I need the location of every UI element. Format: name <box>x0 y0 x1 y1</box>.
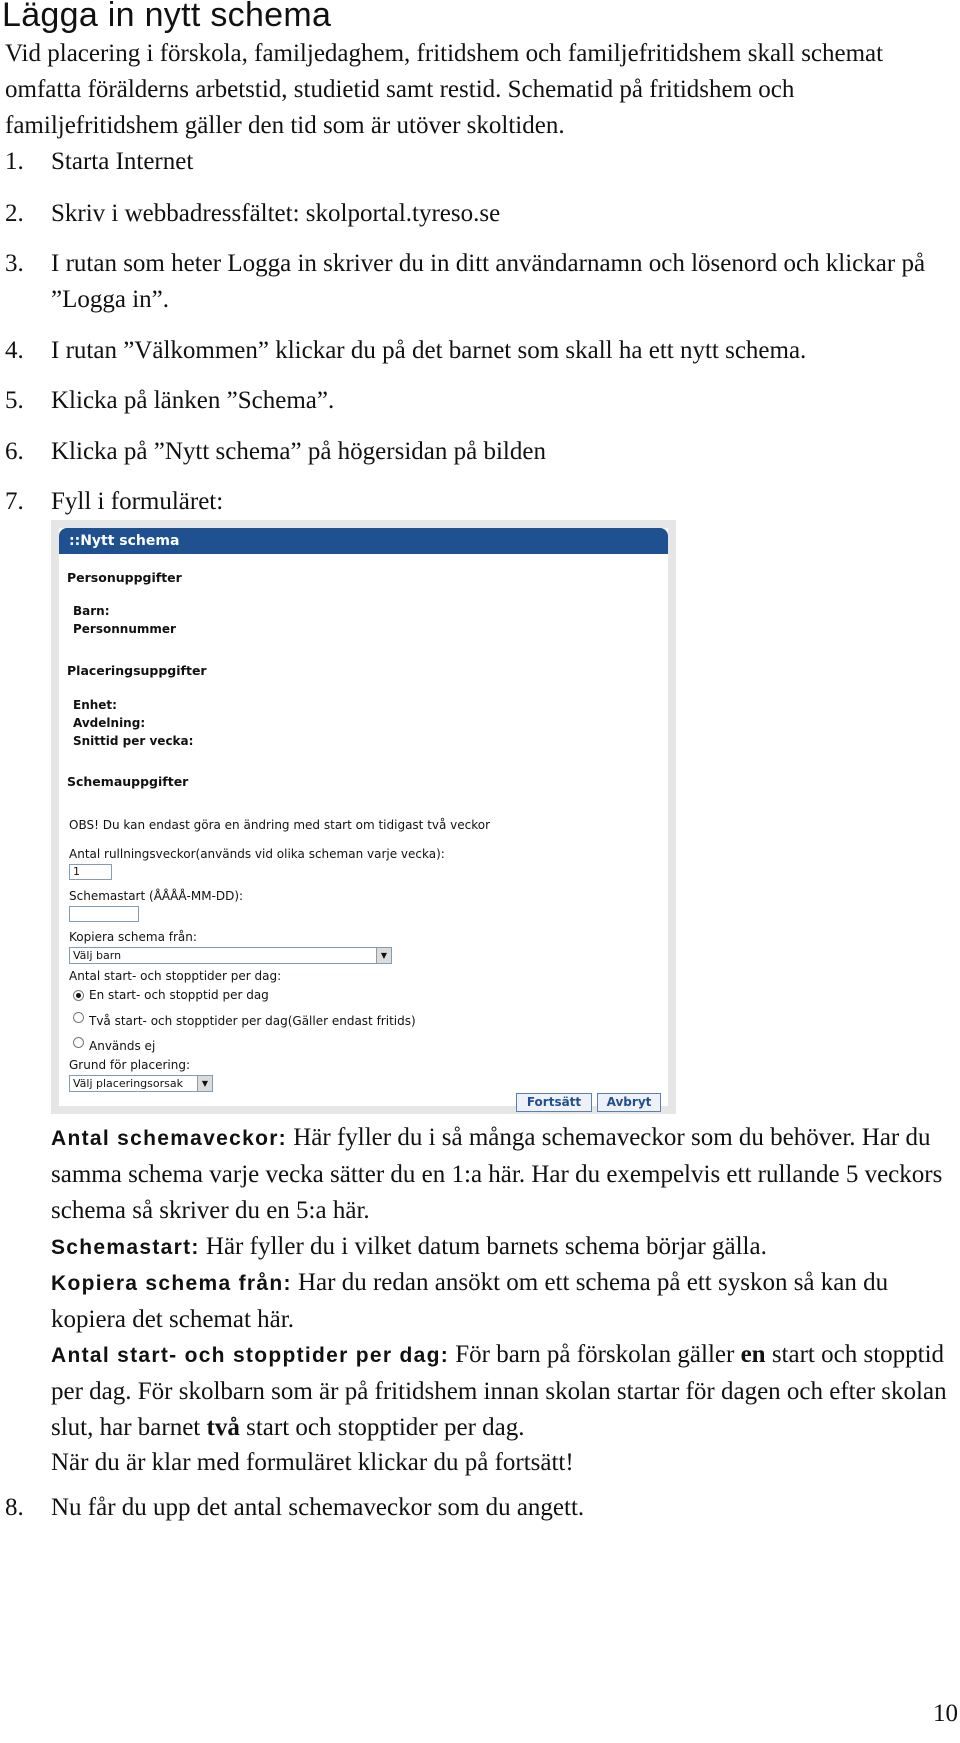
step-number: 2. <box>5 200 24 227</box>
label-antal-tider: Antal start- och stopptider per dag: <box>69 969 282 983</box>
explain-tider-text-2: start och stopptid per dag. För skolbarn som är på fritidshem innan skolan startar för dagen och efter skolan slut, har barnet <box>51 1341 947 1441</box>
step-text: Skriv i webbadressfältet: skolportal.tyreso.se <box>51 200 501 227</box>
step-text: I rutan ”Välkommen” klickar du på det barnet som skall ha ett nytt schema. <box>51 337 807 364</box>
explain-tider-bold-1: en <box>740 1341 766 1368</box>
keyword-tider: Antal start- och stopptider per dag: <box>51 1344 449 1367</box>
step-text: Fyll i formuläret: <box>51 488 224 515</box>
avbryt-button[interactable]: Avbryt <box>597 1093 661 1112</box>
step-text: Klicka på ”Nytt schema” på högersidan på bilden <box>51 438 546 465</box>
fortsatt-button[interactable]: Fortsätt <box>516 1093 592 1112</box>
schemastart-input[interactable] <box>69 906 139 922</box>
page-number: 10 <box>933 1700 958 1727</box>
page-title: Lägga in nytt schema <box>2 0 332 34</box>
explain-kopiera <box>51 1265 951 1338</box>
label-enhet: Enhet: <box>73 698 117 712</box>
step-number: 8. <box>5 1494 24 1521</box>
label-antal-rullningsveckor: Antal rullningsveckor(används vid olika scheman varje vecka): <box>69 847 445 861</box>
explain-tider-text-3: start och stopptider per dag. <box>239 1414 525 1441</box>
kopiera-schema-value: Välj barn <box>73 949 122 962</box>
explain-tider-bold-2: två <box>206 1414 240 1441</box>
step-number: 1. <box>5 148 24 175</box>
step-number: 7. <box>5 488 24 515</box>
grund-placering-value: Välj placeringsorsak <box>73 1077 183 1090</box>
radio-anvands-ej-label: Används ej <box>89 1039 156 1053</box>
label-snittid: Snittid per vecka: <box>73 734 194 748</box>
explain-tider <box>51 1337 951 1446</box>
explain-kopiera-text: Har du redan ansökt om ett schema på ett syskon så kan du kopiera det schemat här. <box>51 1269 889 1333</box>
form-header: ::Nytt schema <box>59 528 668 554</box>
section-placeringsuppgifter: Placeringsuppgifter <box>67 663 207 678</box>
grund-placering-select[interactable] <box>69 1075 213 1092</box>
step-number: 5. <box>5 387 24 414</box>
label-avdelning: Avdelning: <box>73 716 146 730</box>
explain-antal-text: Här fyller du i så många schemaveckor som du behöver. Har du samma schema varje vecka sätter du en 1:a här. Har du exempelvis ett rullande 5 veckors schema så skriver du en 5:a här. <box>51 1124 943 1224</box>
label-grund-placering: Grund för placering: <box>69 1058 191 1072</box>
step-number: 3. <box>5 250 24 277</box>
explain-tider-text-1: För barn på förskolan gäller <box>449 1341 741 1368</box>
form-screenshot <box>51 520 676 1114</box>
kopiera-schema-select[interactable] <box>69 947 392 964</box>
label-schemastart: Schemastart (ÅÅÅÅ-MM-DD): <box>69 889 244 903</box>
radio-en-tid-label: En start- och stopptid per dag <box>89 988 269 1002</box>
label-barn: Barn: <box>73 604 110 618</box>
label-kopiera-schema: Kopiera schema från: <box>69 930 197 944</box>
keyword-schemastart: Schemastart: <box>51 1236 200 1259</box>
step-number: 6. <box>5 438 24 465</box>
step-number: 4. <box>5 337 24 364</box>
step-text: I rutan som heter Logga in skriver du in ditt användarnamn och lösenord och klickar på ”Logga in”. <box>51 250 926 313</box>
keyword-kopiera: Kopiera schema från: <box>51 1272 292 1295</box>
keyword-antal: Antal schemaveckor: <box>51 1127 287 1150</box>
antal-rullningsveckor-input[interactable]: 1 <box>69 864 112 880</box>
radio-en-tid[interactable] <box>73 990 84 1001</box>
radio-tva-tider[interactable] <box>73 1012 84 1023</box>
step-text: Nu får du upp det antal schemaveckor som du angett. <box>51 1494 585 1521</box>
step-text: Klicka på länken ”Schema”. <box>51 387 335 414</box>
section-schemauppgifter: Schemauppgifter <box>67 774 189 789</box>
explain-schemastart <box>51 1229 951 1266</box>
radio-anvands-ej[interactable] <box>73 1037 84 1048</box>
step-text: Starta Internet <box>51 148 194 175</box>
radio-tva-tider-label: Två start- och stopptider per dag(Gäller endast fritids) <box>89 1014 416 1028</box>
explain-antal <box>51 1120 951 1229</box>
explain-klar: När du är klar med formuläret klickar du på fortsätt! <box>51 1449 574 1476</box>
section-personuppgifter: Personuppgifter <box>67 570 182 585</box>
label-personnummer: Personnummer <box>73 622 176 636</box>
dropdown-arrow-icon: ▼ <box>376 948 391 963</box>
dropdown-arrow-icon: ▼ <box>197 1076 212 1091</box>
intro-paragraph: Vid placering i förskola, familjedaghem, fritidshem och familjefritidshem skall schemat omfatta förälderns arbetstid, studietid samt restid. Schematid på fritidshem och familjefritidshem gäller den tid som är utöver skoltiden. <box>5 40 884 139</box>
obs-notice: OBS! Du kan endast göra en ändring med start om tidigast två veckor <box>69 818 491 832</box>
explain-schemastart-text: Här fyller du i vilket datum barnets schema börjar gälla. <box>199 1233 767 1260</box>
